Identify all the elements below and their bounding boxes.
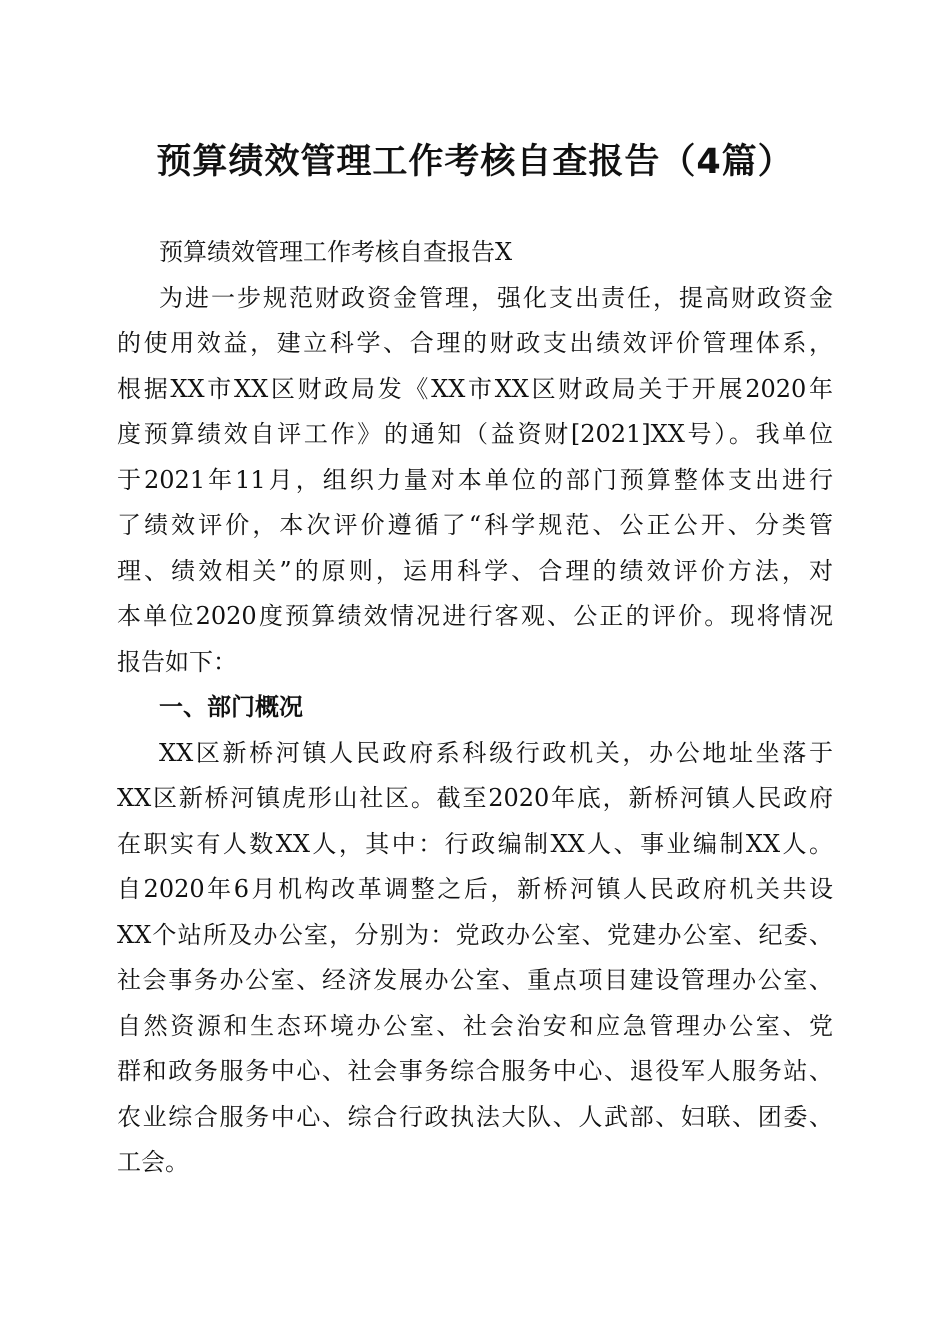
paragraph-line: 度预算绩效自评工作》的通知（益资财[2021]XX号）。我单位 — [117, 420, 833, 448]
paragraph-line: 本单位2020度预算绩效情况进行客观、公正的评价。现将情况 — [117, 602, 833, 630]
paragraph-line: XX区新桥河镇虎形山社区。截至2020年底，新桥河镇人民政府 — [117, 784, 833, 812]
paragraph-line: 为进一步规范财政资金管理，强化支出责任，提高财政资金 — [159, 283, 833, 312]
paragraph-line: 农业综合服务中心、综合行政执法大队、人武部、妇联、团委、 — [117, 1102, 833, 1131]
paragraph-line: 了绩效评价，本次评价遵循了“科学规范、公正公开、分类管 — [117, 511, 833, 539]
document-body — [117, 230, 833, 1186]
paragraph-line: 的使用效益，建立科学、合理的财政支出绩效评价管理体系， — [117, 329, 833, 357]
section-heading: 一、部门概况 — [159, 693, 303, 721]
paragraph-line: 群和政务服务中心、社会事务综合服务中心、退役军人服务站、 — [117, 1057, 833, 1085]
paragraph-line: 理、绩效相关”的原则，运用科学、合理的绩效评价方法，对 — [117, 556, 833, 585]
paragraph-line: 根据XX市XX区财政局发《XX市XX区财政局关于开展2020年 — [117, 374, 833, 403]
subtitle: 预算绩效管理工作考核自查报告X — [159, 238, 513, 266]
paragraph-line: 于2021年11月，组织力量对本单位的部门预算整体支出进行 — [117, 465, 833, 494]
paragraph-line: XX区新桥河镇人民政府系科级行政机关，办公地址坐落于 — [159, 738, 833, 767]
paragraph-line: 社会事务办公室、经济发展办公室、重点项目建设管理办公室、 — [117, 966, 833, 994]
paragraph-line: 在职实有人数XX人，其中：行政编制XX人、事业编制XX人。 — [117, 829, 833, 858]
paragraph-line: XX个站所及办公室，分别为：党政办公室、党建办公室、纪委、 — [117, 920, 833, 949]
document-title: 预算绩效管理工作考核自查报告（4篇） — [156, 142, 794, 182]
paragraph-line: 自2020年6月机构改革调整之后，新桥河镇人民政府机关共设 — [117, 875, 833, 903]
paragraph-line: 工会。 — [117, 1148, 189, 1176]
paragraph-line: 自然资源和生态环境办公室、社会治安和应急管理办公室、党 — [117, 1011, 833, 1040]
paragraph-line: 报告如下： — [117, 647, 237, 676]
